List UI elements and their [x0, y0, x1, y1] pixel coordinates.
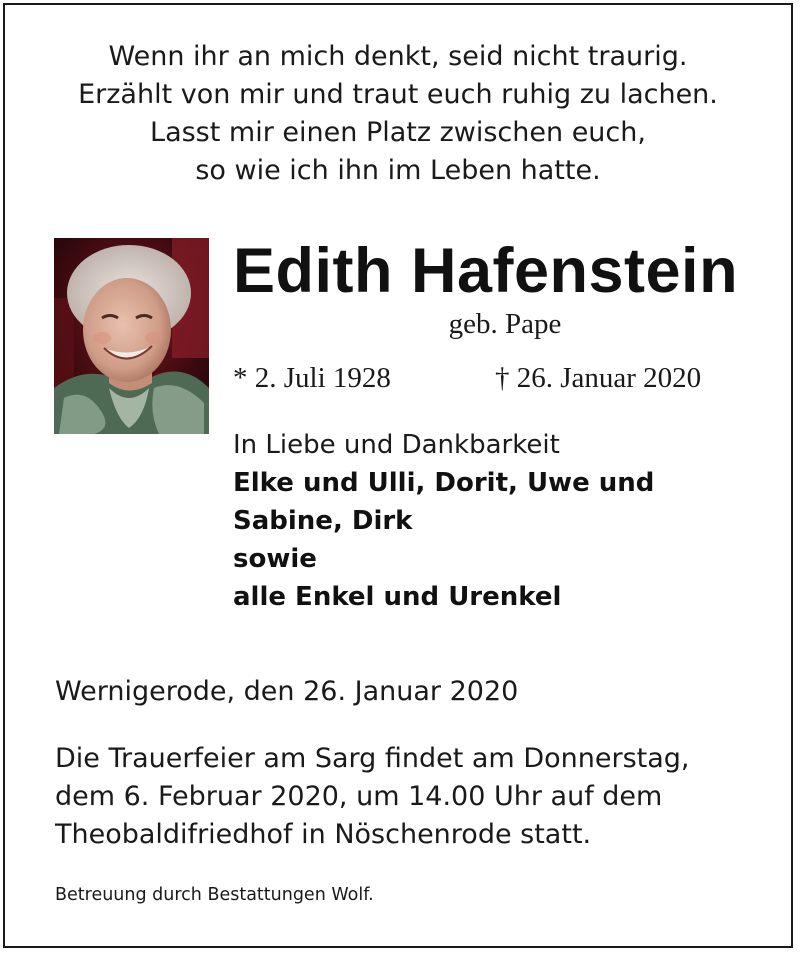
- poem-line: so wie ich ihn im Leben hatte.: [195, 155, 601, 186]
- funeral-ceremony-info: [55, 740, 775, 854]
- undertaker-credit: Betreuung durch Bestattungen Wolf.: [55, 885, 374, 905]
- mourner-line: alle Enkel und Urenkel: [233, 582, 562, 612]
- portrait-photo: [54, 238, 209, 434]
- mourner-line: Elke und Ulli, Dorit, Uwe und: [233, 468, 655, 498]
- ceremony-line: Die Trauerfeier am Sarg findet am Donnerstag,: [55, 743, 690, 774]
- mourners-intro: In Liebe und Dankbarkeit: [233, 430, 560, 460]
- mourner-line: Sabine, Dirk: [233, 506, 413, 536]
- ceremony-line: Theobaldifriedhof in Nöschenrode statt.: [55, 819, 592, 850]
- birth-date: * 2. Juli 1928: [233, 362, 391, 394]
- mourner-line: sowie: [233, 544, 317, 574]
- poem-line: Erzählt von mir und traut euch ruhig zu lachen.: [78, 79, 718, 110]
- death-date: † 26. Januar 2020: [495, 362, 702, 394]
- deceased-name: Edith Hafenstein: [233, 236, 739, 306]
- memorial-poem: [0, 38, 796, 190]
- poem-line: Lasst mir einen Platz zwischen euch,: [150, 117, 646, 148]
- poem-line: Wenn ihr an mich denkt, seid nicht traurig.: [108, 41, 688, 72]
- ceremony-line: dem 6. Februar 2020, um 14.00 Uhr auf dem: [55, 781, 663, 812]
- maiden-name: geb. Pape: [448, 308, 562, 340]
- mourners-block: [233, 426, 773, 616]
- place-and-date: Wernigerode, den 26. Januar 2020: [55, 676, 519, 707]
